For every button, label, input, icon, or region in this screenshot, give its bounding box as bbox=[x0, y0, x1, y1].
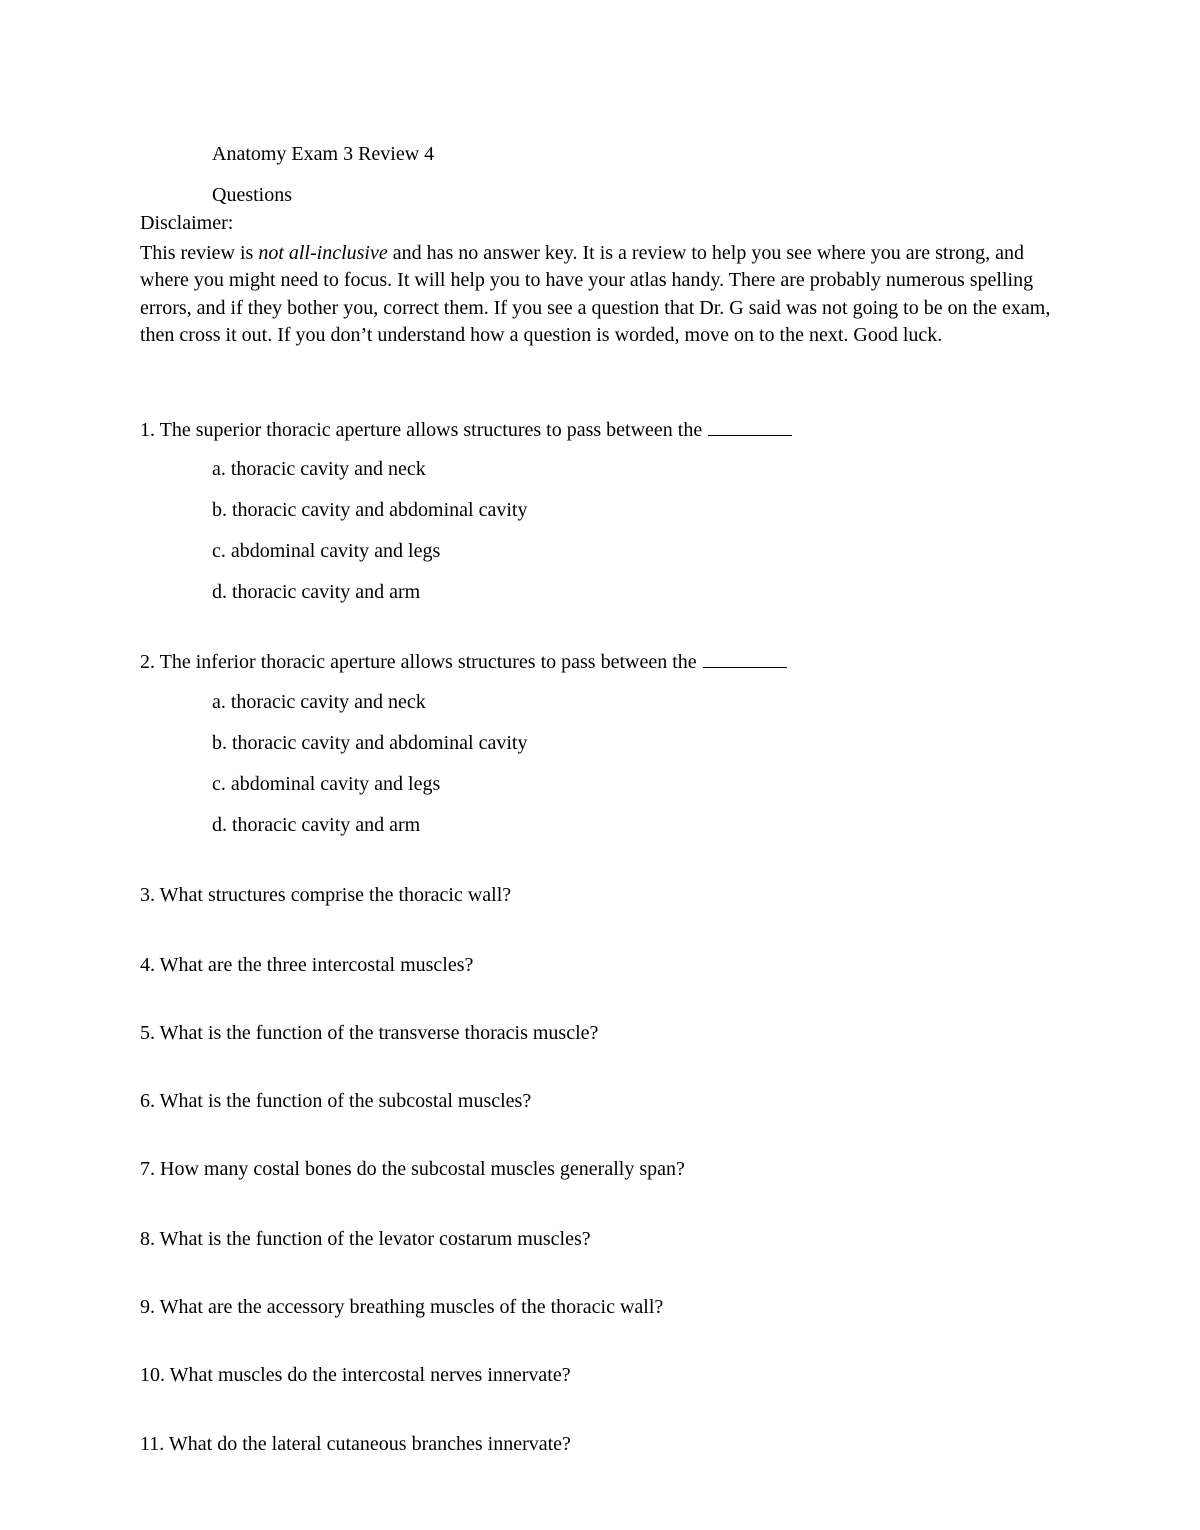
question-1-option-b: b. thoracic cavity and abdominal cavity bbox=[212, 499, 528, 521]
document-title: Anatomy Exam 3 Review 4 bbox=[212, 143, 435, 165]
question-text: 2. The inferior thoracic aperture allows structures to pass between the bbox=[140, 651, 697, 673]
question-6: 6. What is the function of the subcostal muscles? bbox=[140, 1090, 532, 1112]
question-8: 8. What is the function of the levator costarum muscles? bbox=[140, 1228, 591, 1250]
question-10: 10. What muscles do the intercostal nerves innervate? bbox=[140, 1364, 571, 1386]
question-3: 3. What structures comprise the thoracic wall? bbox=[140, 884, 512, 906]
document-subtitle: Questions bbox=[212, 184, 292, 206]
question-2-option-c: c. abdominal cavity and legs bbox=[212, 773, 441, 795]
question-1 bbox=[140, 418, 792, 442]
question-1-option-d: d. thoracic cavity and arm bbox=[212, 581, 421, 603]
disclaimer-emphasis: not all-inclusive bbox=[258, 242, 388, 264]
question-2-option-d: d. thoracic cavity and arm bbox=[212, 814, 421, 836]
question-2-option-a: a. thoracic cavity and neck bbox=[212, 691, 426, 713]
answer-blank bbox=[708, 421, 792, 436]
question-9: 9. What are the accessory breathing muscles of the thoracic wall? bbox=[140, 1296, 664, 1318]
disclaimer-heading: Disclaimer: bbox=[140, 212, 234, 234]
disclaimer-text-rest: and has no answer key. It is a review to help you see where you are strong, and where you might need to focus. It will help you to have your atlas handy. There are probably numerous spelling errors, and if they bother you, correct them. If you see a question that Dr. G said was not going to be on the exam, then cross it out. If you don’t understand how a question is worded, move on to the next. Good luck. bbox=[140, 242, 1051, 347]
question-1-option-c: c. abdominal cavity and legs bbox=[212, 540, 441, 562]
question-11: 11. What do the lateral cutaneous branches innervate? bbox=[140, 1433, 571, 1455]
question-7: 7. How many costal bones do the subcostal muscles generally span? bbox=[140, 1158, 685, 1180]
question-4: 4. What are the three intercostal muscles? bbox=[140, 954, 474, 976]
question-text: 1. The superior thoracic aperture allows structures to pass between the bbox=[140, 419, 703, 441]
question-2 bbox=[140, 650, 787, 674]
answer-blank bbox=[703, 653, 787, 668]
question-2-option-b: b. thoracic cavity and abdominal cavity bbox=[212, 732, 528, 754]
disclaimer-text-start: This review is bbox=[140, 242, 259, 264]
question-1-option-a: a. thoracic cavity and neck bbox=[212, 458, 426, 480]
disclaimer-text bbox=[140, 240, 1070, 350]
question-5: 5. What is the function of the transverse thoracis muscle? bbox=[140, 1022, 599, 1044]
